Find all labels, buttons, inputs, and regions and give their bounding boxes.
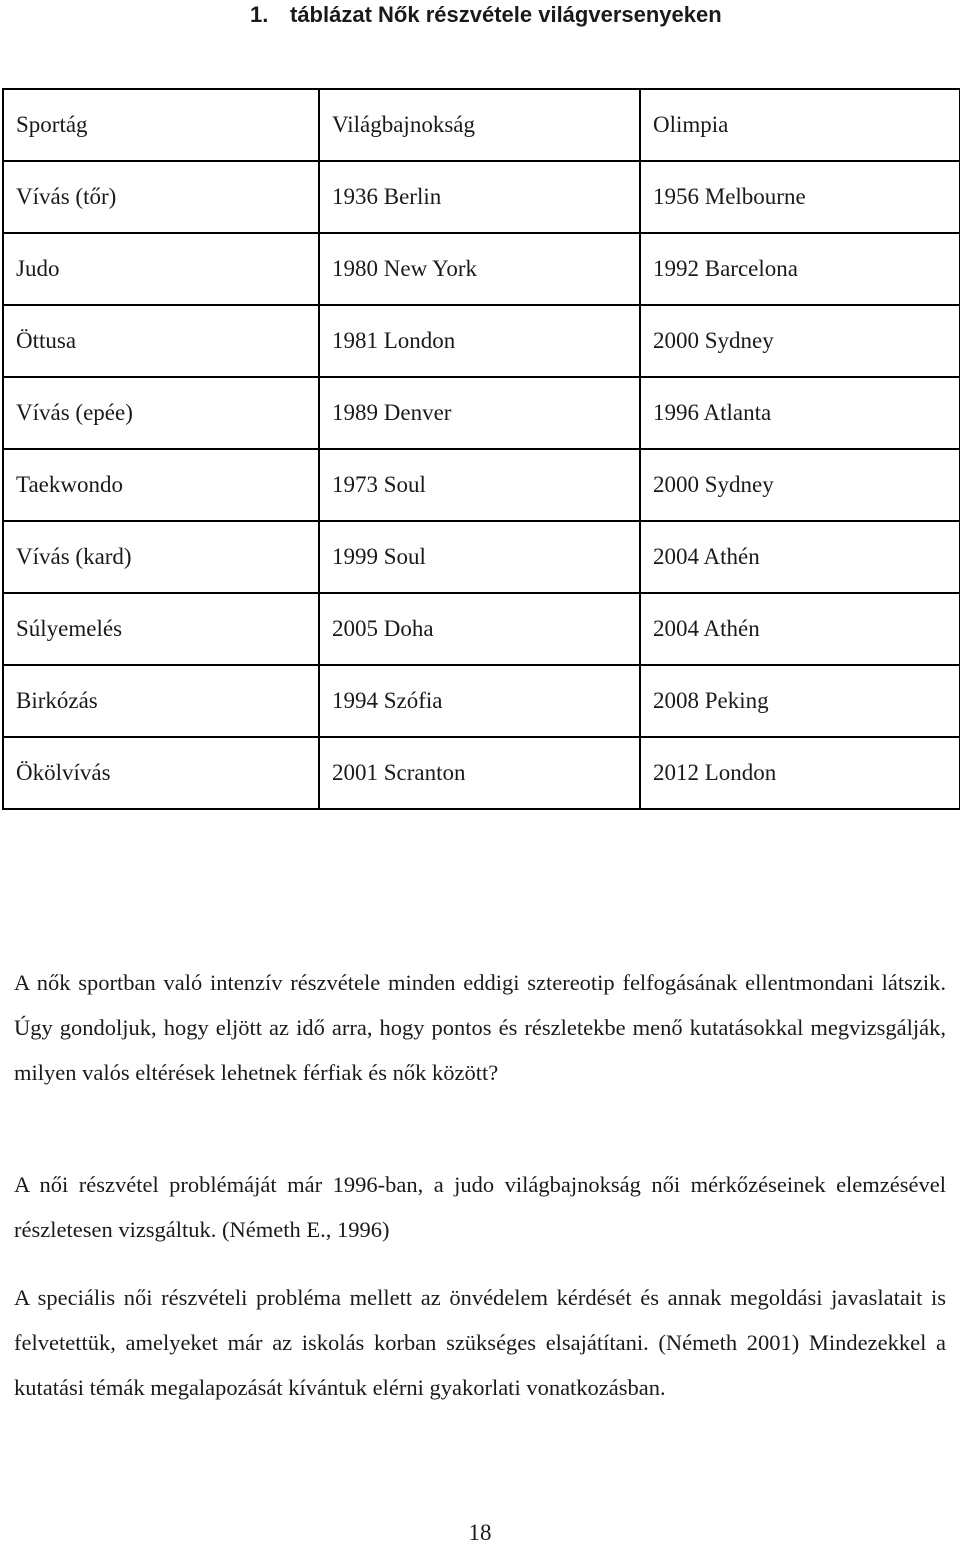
body-paragraph: A női részvétel problémáját már 1996-ban, a judo világbajnokság női mérkőzéseinek elemzésével részletesen vizsgáltuk. (Németh E., 1996): [14, 1172, 946, 1242]
header-cell-sport: Sportág: [3, 89, 319, 161]
cell-olympics: 2000 Sydney: [640, 305, 960, 377]
cell-olympics: 2012 London: [640, 737, 960, 809]
cell-world-championship: 1981 London: [319, 305, 640, 377]
cell-olympics: 2000 Sydney: [640, 449, 960, 521]
cell-sport: Taekwondo: [3, 449, 319, 521]
table-row: [3, 233, 960, 305]
body-paragraph: A speciális női részvételi probléma mellett az önvédelem kérdését és annak megoldási javaslatait is felvetettük, amelyeket már az iskolás korban szükséges elsajátítani. (Németh 2001) Mindezekkel a kutatási témák megalapozását kívántuk elérni gyakorlati vonatkozásban.: [14, 1285, 946, 1400]
cell-olympics: 2004 Athén: [640, 593, 960, 665]
cell-sport: Súlyemelés: [3, 593, 319, 665]
cell-world-championship: 1994 Szófia: [319, 665, 640, 737]
cell-world-championship: 1973 Soul: [319, 449, 640, 521]
competition-table: [2, 88, 960, 810]
cell-world-championship: 1999 Soul: [319, 521, 640, 593]
cell-sport: Öttusa: [3, 305, 319, 377]
table-row: [3, 665, 960, 737]
header-cell-world-championship: Világbajnokság: [319, 89, 640, 161]
table-row: [3, 305, 960, 377]
cell-world-championship: 1980 New York: [319, 233, 640, 305]
table-row: [3, 449, 960, 521]
cell-world-championship: 1936 Berlin: [319, 161, 640, 233]
cell-sport: Vívás (tőr): [3, 161, 319, 233]
cell-sport: Judo: [3, 233, 319, 305]
cell-olympics: 1956 Melbourne: [640, 161, 960, 233]
cell-sport: Vívás (kard): [3, 521, 319, 593]
table-row: [3, 737, 960, 809]
cell-sport: Birkózás: [3, 665, 319, 737]
table-row: [3, 593, 960, 665]
table-row: [3, 161, 960, 233]
table-caption: [0, 0, 960, 30]
cell-world-championship: 2001 Scranton: [319, 737, 640, 809]
caption-title: táblázat Nők részvétele világversenyeken: [290, 2, 722, 27]
table-header-row: [3, 89, 960, 161]
cell-world-championship: 1989 Denver: [319, 377, 640, 449]
caption-number: 1.: [250, 2, 269, 27]
cell-olympics: 2008 Peking: [640, 665, 960, 737]
cell-sport: Ökölvívás: [3, 737, 319, 809]
body-paragraph: A nők sportban való intenzív részvétele minden eddigi sztereotip felfogásának ellentmondani látszik. Úgy gondoljuk, hogy eljött az idő arra, hogy pontos és részletekbe menő kutatásokkal megvizsgálják, milyen valós eltérések lehetnek férfiak és nők között?: [14, 970, 946, 1085]
cell-olympics: 2004 Athén: [640, 521, 960, 593]
table-row: [3, 521, 960, 593]
cell-olympics: 1996 Atlanta: [640, 377, 960, 449]
cell-world-championship: 2005 Doha: [319, 593, 640, 665]
cell-olympics: 1992 Barcelona: [640, 233, 960, 305]
cell-sport: Vívás (epée): [3, 377, 319, 449]
page-number: 18: [468, 1520, 492, 1545]
table-row: [3, 377, 960, 449]
header-cell-olympics: Olimpia: [640, 89, 960, 161]
